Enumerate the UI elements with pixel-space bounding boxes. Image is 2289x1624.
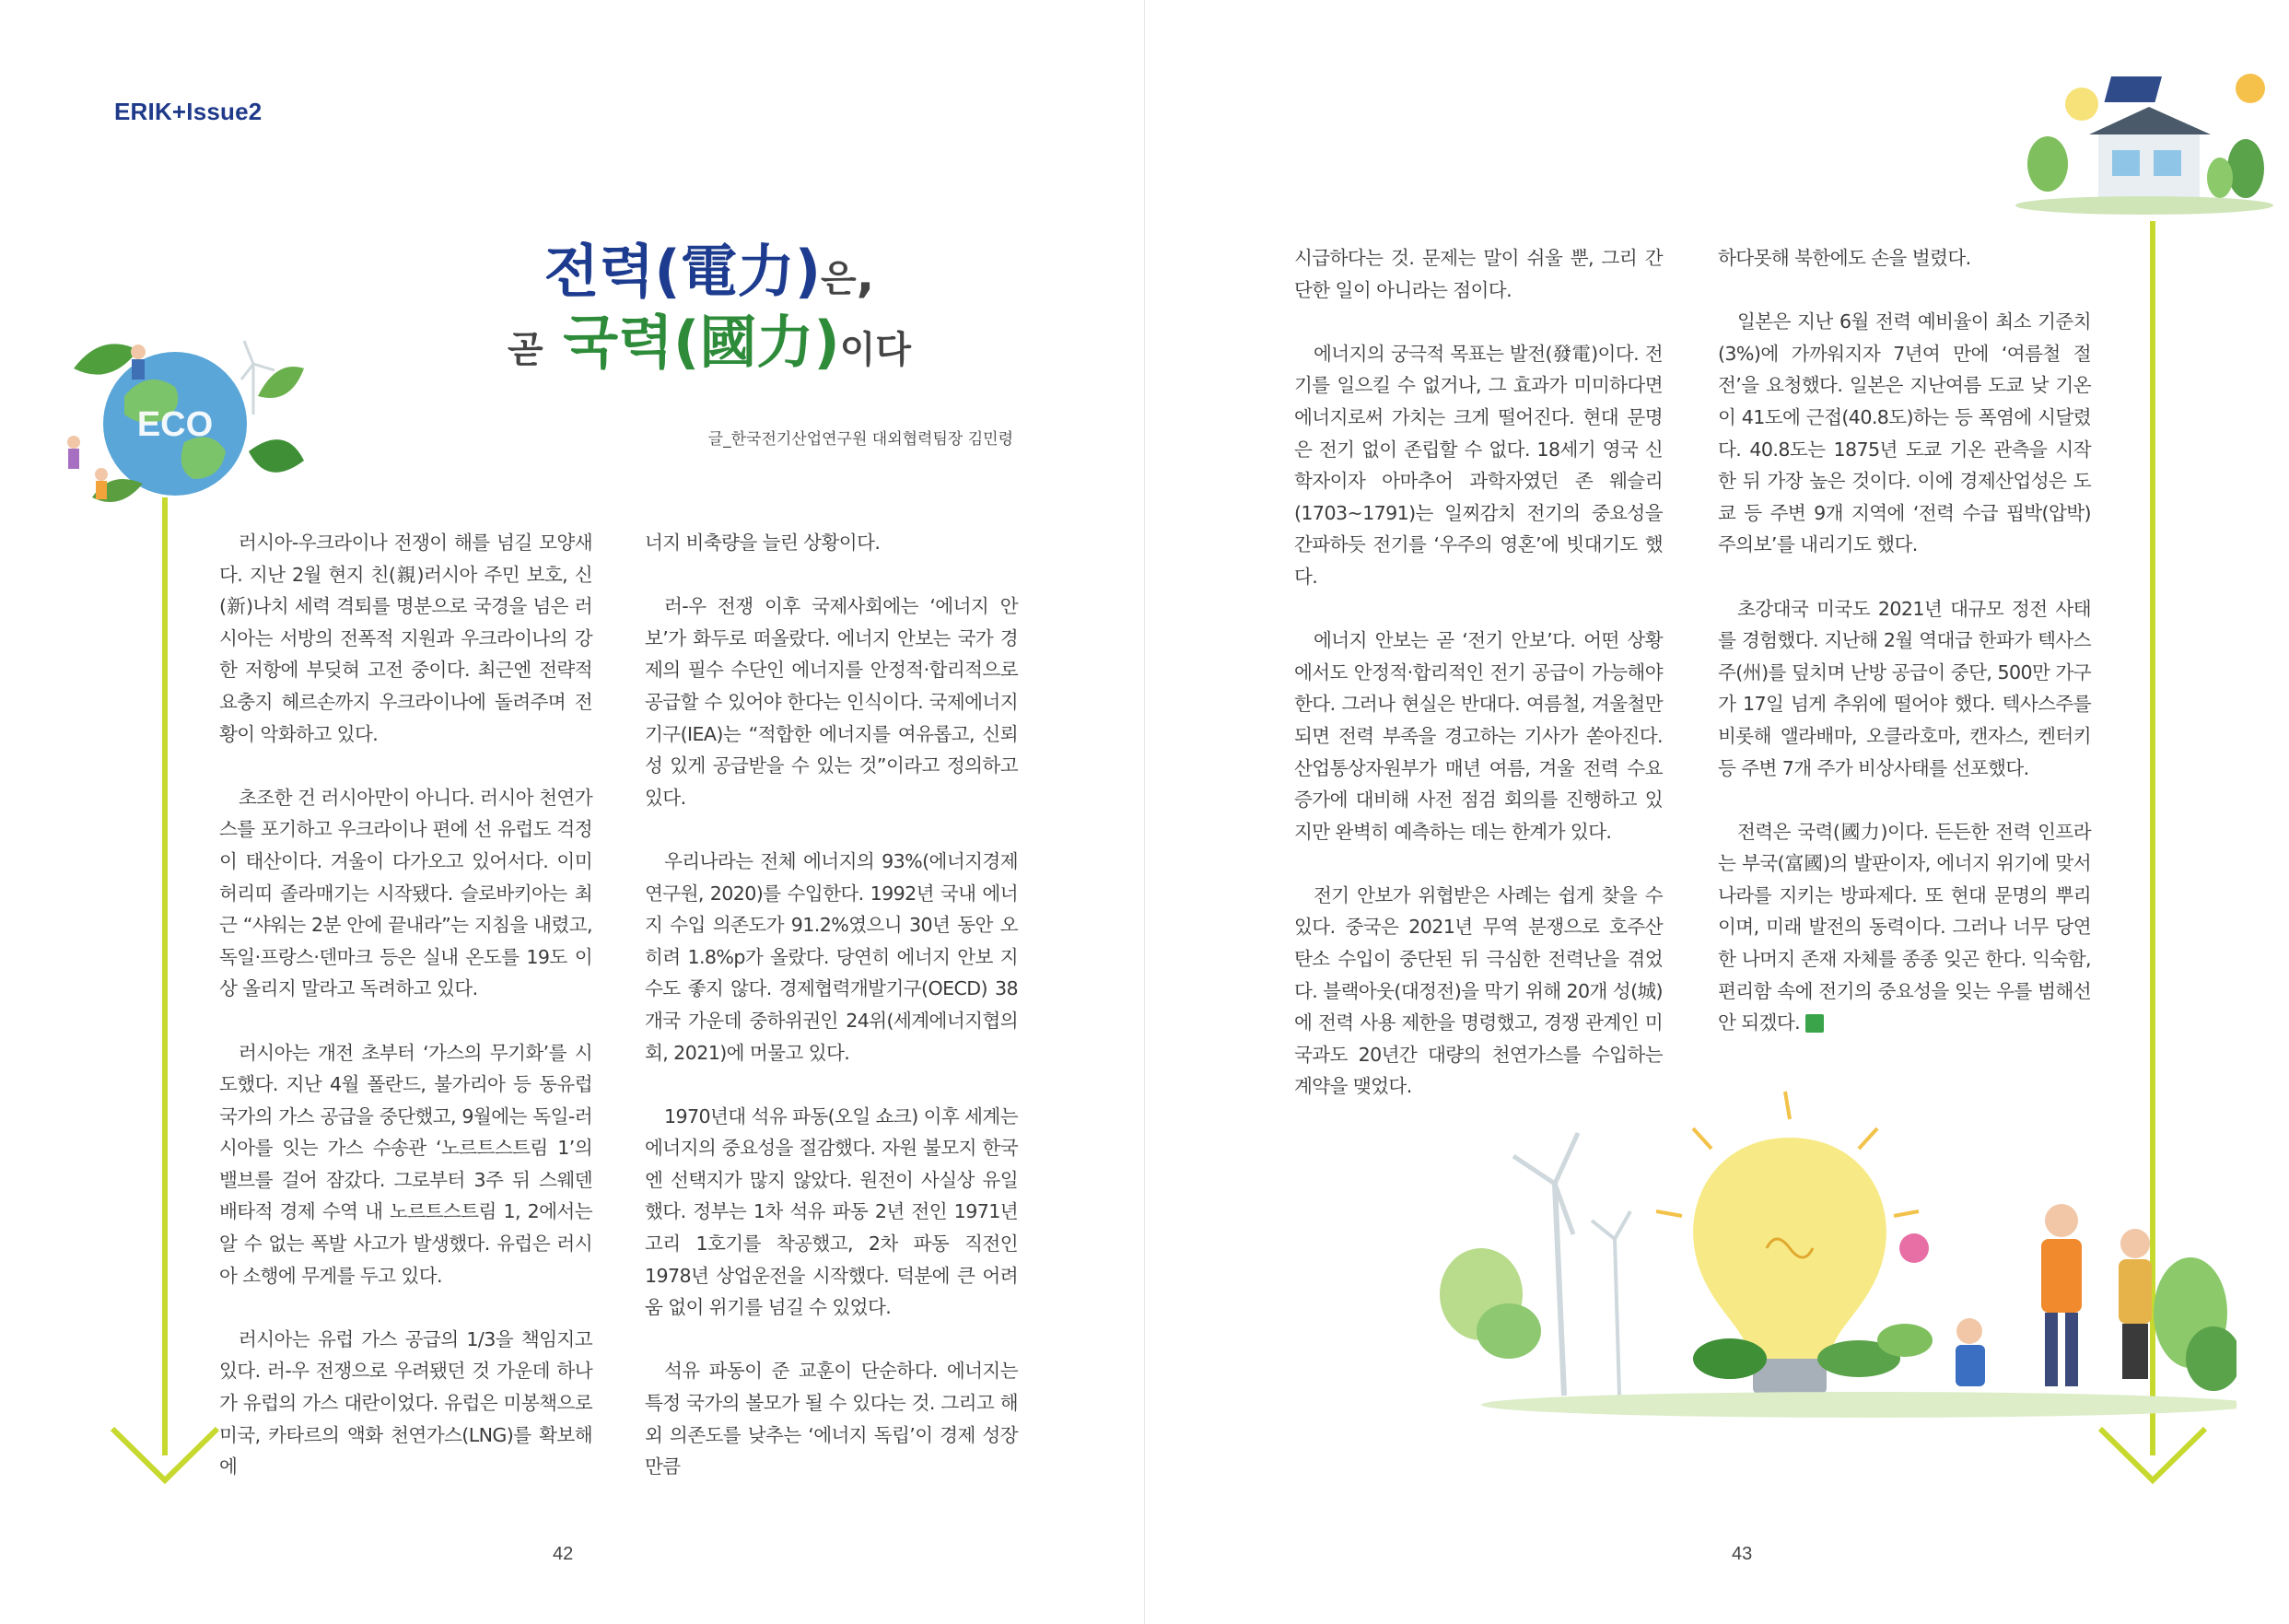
- tree-shape: [2227, 139, 2264, 198]
- person-figure: [132, 359, 145, 380]
- paragraph: 러시아는 개전 초부터 ‘가스의 무기화’를 시도했다. 지난 4월 폴란드, 불가리아 등 동유럽 국가의 가스 공급을 중단했고, 9월에는 독일-러시아를 잇는 가스 수송관 ‘노르트스트림 1’의 밸브를 걸어 잠갔다. 그로부터 3주 뒤 스웨덴 배타적 경제 수역 내 노르트스트림 1, 2에서는 알 수 없는 폭발 사고가 발생했다. 유럽은 러시아 소행에 무게를 두고 있다.: [219, 1041, 592, 1287]
- title-suffix: 이다: [839, 328, 911, 371]
- ground-shape: [1481, 1392, 2236, 1418]
- leaf-shape: [249, 439, 304, 473]
- tree-shape: [1477, 1303, 1541, 1359]
- person-figure: [96, 481, 107, 499]
- title-hanja-electric: 電力: [680, 238, 795, 305]
- paragraph: 시급하다는 것. 문제는 말이 쉬울 뿐, 그리 간단한 일이 아니라는 점이다.: [1294, 247, 1663, 301]
- text-column-1: [219, 527, 592, 1483]
- person-figure: [68, 449, 79, 469]
- eco-label: ECO: [136, 405, 214, 444]
- leaf-shape: [1877, 1324, 1933, 1357]
- title-word-electric: 전력(: [543, 238, 681, 305]
- house-window: [2112, 150, 2140, 176]
- byline: 글_한국전기산업연구원 대외협력팀장 김민령: [707, 430, 1013, 449]
- title-comma: ,: [856, 248, 875, 303]
- paragraph: 일본은 지난 6월 전력 예비율이 최소 기준치(3%)에 가까워지자 7년여 만에 ‘여름철 절전’을 요청했다. 일본은 지난여름 도쿄 낮 기온이 41도에 근접(40.8도)하는 등 폭염에 시달렸다. 40.8도는 1875년 도쿄 기온 관측을 시작한 뒤 가장 높은 것이다. 이에 경제산업성은 도쿄 등 주변 9개 지역에 ‘전력 수급 핍박(압박) 주의보’를 내리기도 했다.: [1718, 310, 2091, 556]
- paragraph: 초강대국 미국도 2021년 대규모 정전 사태를 경험했다. 지난해 2월 역대급 한파가 텍사스주(州)를 덮치며 난방 공급이 중단, 500만 가구가 17일 넘게 추위에 떨어야 했다. 텍사스주를 비롯해 앨라배마, 오클라호마, 캔자스, 켄터키 등 주변 7개 주가 비상사태를 선포했다.: [1718, 597, 2091, 779]
- paragraph: 초조한 건 러시아만이 아니다. 러시아 천연가스를 포기하고 우크라이나 편에 선 유럽도 걱정이 태산이다. 겨울이 다가오고 있어서다. 이미 허리띠 졸라매기는 시작됐다. 슬로바키아는 최근 “샤워는 2분 안에 끝내라”는 지침을 내렸고, 독일·프랑스·덴마크 등은 실내 온도를 19도 이상 올리지 말라고 독려하고 있다.: [219, 786, 592, 1000]
- page-number-left: 42: [553, 1544, 574, 1564]
- wind-turbine-icon: [1513, 1133, 1578, 1396]
- left-page: [0, 0, 1144, 1624]
- title-word-prefix: 곧: [508, 328, 543, 371]
- wind-turbine-icon: [1592, 1211, 1630, 1396]
- person-figure: [1956, 1318, 1985, 1386]
- ground-shape: [2015, 196, 2273, 215]
- tree-shape: [2027, 136, 2068, 192]
- paragraph: 전기 안보가 위협받은 사례는 쉽게 찾을 수 있다. 중국은 2021년 무역 분쟁으로 호주산 탄소 수입이 중단된 뒤 극심한 전력난을 겪었다. 블랙아웃(대정전)을 막기 위해 20개 성(城)에 전력 사용 제한을 명령했고, 경쟁 관계인 미국과도 20년간 대량의 천연가스를 수입하는 계약을 맺었다.: [1294, 883, 1663, 1098]
- text-column-2: [645, 527, 1018, 1483]
- paragraph: 하다못해 북한에도 손을 벌렸다.: [1718, 247, 1971, 269]
- leaf-shape: [258, 367, 304, 398]
- title-line-2: [387, 308, 1032, 376]
- article-title: [387, 238, 1032, 376]
- paragraph: 러-우 전쟁 이후 국제사회에는 ‘에너지 안보’가 화두로 떠올랐다. 에너지 안보는 국가 경제의 필수 수단인 에너지를 안정적·합리적으로 공급할 수 있어야 한다는 인식이다. 국제에너지기구(IEA)는 “적합한 에너지를 여유롭고, 신뢰성 있게 공급받을 수 있는 것”이라고 정의하고 있다.: [645, 595, 1018, 809]
- paragraph: [1718, 816, 2091, 1039]
- text-column-4: [1718, 242, 2091, 1039]
- person-figure: [2041, 1204, 2082, 1386]
- right-page: [1145, 0, 2289, 1624]
- paragraph: 1970년대 석유 파동(오일 쇼크) 이후 세계는 에너지의 중요성을 절감했다. 자원 불모지 한국엔 선택지가 많지 않았다. 원전이 사실상 유일했다. 정부는 1차 석유 파동 2년 전인 1971년 고리 1호기를 착공했고, 2차 파동 직전인 1978년 상업운전을 시작했다. 덕분에 큰 어려움 없이 위기를 넘길 수 있었다.: [645, 1104, 1019, 1319]
- title-word-national: 국력(: [563, 308, 700, 376]
- person-figure: [2119, 1229, 2152, 1379]
- title-hanja-national: 國力: [699, 308, 814, 376]
- leaf-shape: [1693, 1338, 1767, 1379]
- eco-globe-illustration: [37, 313, 313, 525]
- end-mark-icon: E: [1805, 1014, 1824, 1033]
- paragraph: 석유 파동이 준 교훈이 단순하다. 에너지는 특정 국가의 볼모가 될 수 있다는 것. 그리고 해외 의존도를 낮추는 ‘에너지 독립’이 경제 성장만큼: [645, 1360, 1018, 1478]
- person-figure: [95, 468, 108, 481]
- person-figure: [131, 345, 146, 359]
- paragraph: 너지 비축량을 늘린 상황이다.: [645, 532, 881, 554]
- paragraph: 에너지의 궁극적 목표는 발전(發電)이다. 전기를 일으킬 수 없거나, 그 효과가 미미하다면 에너지로써 가치는 크게 떨어진다. 현대 문명은 전기 없이 존립할 수 없다. 18세기 영국 신학자이자 아마추어 과학자였던 존 웨슬리(1703~1791)는 일찌감치 전기의 중요성을 간파하듯 전기를 ‘우주의 영혼’에 빗대기도 했다.: [1294, 342, 1663, 588]
- paragraph: 러시아는 유럽 가스 공급의 1/3을 책임지고 있다. 러-우 전쟁으로 우려됐던 것 가운데 하나가 유럽의 가스 대란이었다. 유럽은 미봉책으로 미국, 카타르의 액화 천연가스(LNG)를 확보해 에: [219, 1327, 592, 1478]
- paragraph: 에너지 안보는 곧 ‘전기 안보’다. 어떤 상황에서도 안정적·합리적인 전기 공급이 가능해야 한다. 그러나 현실은 반대다. 여름철, 겨울철만 되면 전력 부족을 경고하는 기사가 쏟아진다. 산업통상자원부가 매년 여름, 겨울 전력 수요 증가에 대비해 사전 점검 회의를 진행하고 있지만 완벽히 예측하는 데는 한계가 있다.: [1294, 629, 1663, 843]
- house-window: [2154, 150, 2181, 176]
- arrow-down-icon: [2096, 1423, 2209, 1488]
- solar-house-illustration: [2006, 63, 2283, 224]
- paragraph: 러시아-우크라이나 전쟁이 해를 넘길 모양새다. 지난 2월 현지 친(親)러시아 주민 보호, 신(新)나치 세력 격퇴를 명분으로 국경을 넘은 러시아는 서방의 전폭적 지원과 우크라이나의 강한 저항에 부딪혀 고전 중이다. 최근엔 전략적 요충지 헤르손까지 우크라이나에 돌려주며 전황이 악화하고 있다.: [219, 532, 592, 745]
- solar-panel-icon: [2104, 76, 2162, 102]
- paragraph: 우리나라는 전체 에너지의 93%(에너지경제연구원, 2020)를 수입한다. 1992년 국내 에너지 수입 의존도가 91.2%였으니 30년 동안 오히려 1.8%p가 올랐다. 당연히 에너지 안보 지수도 좋지 않다. 경제협력개발기구(OECD) 38개국 가운데 중하위권인 24위(세계에너지협의회, 2021)에 머물고 있다.: [645, 849, 1018, 1064]
- paragraph-text: 전력은 국력(國力)이다. 든든한 전력 인프라는 부국(富國)의 발판이자, 에너지 위기에 맞서 나라를 지키는 방파제다. 또 현대 문명의 뿌리이며, 미래 발전의 동력이다. 그러나 너무 당연한 나머지 존재 자체를 종종 잊곤 한다. 익숙함, 편리함 속에 전기의 중요성을 잊는 우를 범해선 안 되겠다.: [1718, 820, 2091, 1034]
- lightbulb-icon: [2065, 88, 2098, 121]
- text-column-3: [1294, 242, 1663, 1103]
- page-number-right: 43: [1732, 1544, 1753, 1564]
- person-figure: [67, 436, 80, 449]
- series-tag: ERIK+Issue2: [114, 98, 263, 125]
- lightbulb-family-illustration: [1426, 1082, 2236, 1432]
- title-particle: 은: [821, 258, 857, 300]
- tree-shape: [2207, 158, 2233, 198]
- title-line-1: [387, 238, 1032, 305]
- arrow-down-icon: [109, 1423, 221, 1488]
- wind-turbine-icon: [241, 341, 274, 415]
- sun-icon: [2236, 74, 2265, 103]
- title-paren-close: ): [794, 238, 822, 305]
- accent-vertical-line: [162, 497, 168, 1455]
- title-paren-close: ): [813, 308, 840, 376]
- house-roof: [2089, 107, 2211, 134]
- pinwheel-icon: [1899, 1233, 1929, 1263]
